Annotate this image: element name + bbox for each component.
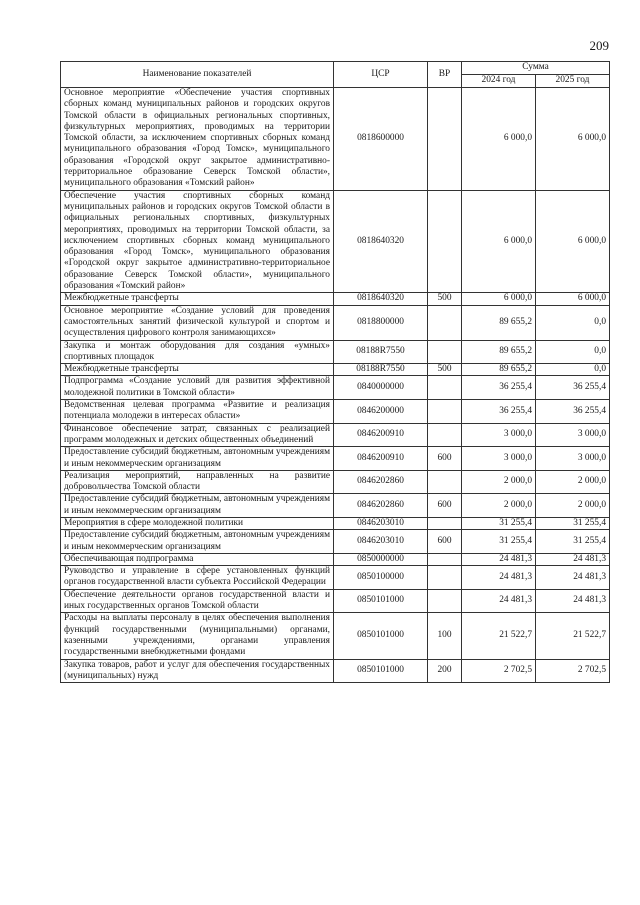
row-vr <box>428 589 462 613</box>
row-amount-2025: 0,0 <box>536 340 610 364</box>
row-vr <box>428 376 462 400</box>
table-row <box>61 589 610 613</box>
row-csr: 08188R7550 <box>334 364 428 376</box>
row-name: Обеспечивающая подпрограмма <box>61 553 334 565</box>
page-number: 209 <box>589 38 609 53</box>
table-row <box>61 566 610 590</box>
row-vr <box>428 305 462 340</box>
row-amount-2025: 6 000,0 <box>536 293 610 305</box>
row-vr: 100 <box>428 613 462 659</box>
header-csr: ЦСР <box>334 62 428 88</box>
row-amount-2024: 24 481,3 <box>462 566 536 590</box>
row-csr: 0818640320 <box>334 190 428 293</box>
row-name: Финансовое обеспечение затрат, связанных с реализацией программ молодежных и детских общественных объединений <box>61 423 334 447</box>
row-amount-2025: 6 000,0 <box>536 190 610 293</box>
row-name: Закупка товаров, работ и услуг для обеспечения государственных (муниципальных) нужд <box>61 659 334 683</box>
row-csr: 0846202860 <box>334 470 428 494</box>
row-name: Расходы на выплаты персоналу в целях обеспечения выполнения функций государственными (муниципальными) органами, казенными учреждениями, органами управления государственными внебюджетными фондами <box>61 613 334 659</box>
table-row <box>61 447 610 471</box>
row-vr <box>428 423 462 447</box>
row-amount-2025: 3 000,0 <box>536 447 610 471</box>
header-year-2025: 2025 год <box>536 75 610 88</box>
row-amount-2024: 21 522,7 <box>462 613 536 659</box>
row-vr <box>428 340 462 364</box>
budget-table <box>60 61 610 683</box>
row-csr: 0846203010 <box>334 517 428 529</box>
row-name: Ведомственная целевая программа «Развитие и реализация потенциала молодежи в интересах области» <box>61 400 334 424</box>
row-vr: 600 <box>428 447 462 471</box>
row-amount-2024: 36 255,4 <box>462 376 536 400</box>
row-vr <box>428 470 462 494</box>
row-csr: 0850101000 <box>334 613 428 659</box>
row-amount-2024: 24 481,3 <box>462 553 536 565</box>
row-amount-2024: 89 655,2 <box>462 340 536 364</box>
row-vr <box>428 190 462 293</box>
table-row <box>61 530 610 554</box>
row-amount-2025: 31 255,4 <box>536 517 610 529</box>
row-vr: 200 <box>428 659 462 683</box>
row-name: Предоставление субсидий бюджетным, автономным учреждениям и иным некоммерческим организациям <box>61 530 334 554</box>
row-amount-2025: 2 702,5 <box>536 659 610 683</box>
row-vr: 500 <box>428 364 462 376</box>
row-csr: 0846200910 <box>334 447 428 471</box>
row-vr: 500 <box>428 293 462 305</box>
row-name: Мероприятия в сфере молодежной политики <box>61 517 334 529</box>
row-name: Обеспечение деятельности органов государственной власти и иных государственных органов Томской области <box>61 589 334 613</box>
row-amount-2025: 24 481,3 <box>536 553 610 565</box>
row-amount-2024: 31 255,4 <box>462 517 536 529</box>
row-amount-2024: 2 000,0 <box>462 494 536 518</box>
row-name: Закупка и монтаж оборудования для создания «умных» спортивных площадок <box>61 340 334 364</box>
table-row <box>61 364 610 376</box>
table-row <box>61 305 610 340</box>
row-name: Основное мероприятие «Обеспечение участия спортивных сборных команд муниципальных районов и городских округов Томской области в официальных региональных спортивных, физкультурных мероприятиях, проводимых на территории Томской области, за исключением спортивных сборных команд муниципального образования «Город Томск», муниципального образования «Городской округ закрытое административно-территориальное образование Северск Томской области», муниципального образования «Томский район» <box>61 88 334 191</box>
row-vr <box>428 553 462 565</box>
table-row <box>61 293 610 305</box>
row-csr: 08188R7550 <box>334 340 428 364</box>
row-csr: 0846203010 <box>334 530 428 554</box>
row-name: Межбюджетные трансферты <box>61 364 334 376</box>
row-amount-2024: 2 000,0 <box>462 470 536 494</box>
row-amount-2024: 6 000,0 <box>462 88 536 191</box>
table-row <box>61 553 610 565</box>
row-csr: 0840000000 <box>334 376 428 400</box>
row-vr <box>428 566 462 590</box>
row-vr <box>428 88 462 191</box>
header-vr: ВР <box>428 62 462 88</box>
table-row <box>61 659 610 683</box>
table-row <box>61 423 610 447</box>
row-amount-2024: 89 655,2 <box>462 305 536 340</box>
row-amount-2024: 36 255,4 <box>462 400 536 424</box>
header-year-2024: 2024 год <box>462 75 536 88</box>
row-vr <box>428 517 462 529</box>
row-csr: 0850100000 <box>334 566 428 590</box>
table-row <box>61 470 610 494</box>
row-name: Подпрограмма «Создание условий для развития эффективной молодежной политики в Томской области» <box>61 376 334 400</box>
row-name: Руководство и управление в сфере установленных функций органов государственной власти субъекта Российской Федерации <box>61 566 334 590</box>
row-amount-2025: 36 255,4 <box>536 400 610 424</box>
row-name: Предоставление субсидий бюджетным, автономным учреждениям и иным некоммерческим организациям <box>61 494 334 518</box>
row-amount-2025: 21 522,7 <box>536 613 610 659</box>
table-body <box>61 88 610 683</box>
row-name: Основное мероприятие «Создание условий для проведения самостоятельных занятий физической культурой и спортом и осуществления цифрового контроля занимающихся» <box>61 305 334 340</box>
row-vr: 600 <box>428 494 462 518</box>
row-amount-2025: 0,0 <box>536 364 610 376</box>
row-amount-2025: 2 000,0 <box>536 470 610 494</box>
row-csr: 0850101000 <box>334 589 428 613</box>
row-csr: 0818640320 <box>334 293 428 305</box>
row-amount-2024: 24 481,3 <box>462 589 536 613</box>
row-amount-2025: 3 000,0 <box>536 423 610 447</box>
row-vr: 600 <box>428 530 462 554</box>
table-row <box>61 613 610 659</box>
row-amount-2025: 24 481,3 <box>536 589 610 613</box>
row-csr: 0846202860 <box>334 494 428 518</box>
row-amount-2025: 2 000,0 <box>536 494 610 518</box>
row-amount-2024: 3 000,0 <box>462 423 536 447</box>
table-row <box>61 88 610 191</box>
table-row <box>61 494 610 518</box>
row-amount-2025: 24 481,3 <box>536 566 610 590</box>
row-name: Реализация мероприятий, направленных на развитие добровольчества Томской области <box>61 470 334 494</box>
row-amount-2024: 6 000,0 <box>462 190 536 293</box>
row-amount-2025: 6 000,0 <box>536 88 610 191</box>
row-csr: 0818600000 <box>334 88 428 191</box>
row-amount-2024: 3 000,0 <box>462 447 536 471</box>
header-name: Наименование показателей <box>61 62 334 88</box>
row-name: Обеспечение участия спортивных сборных команд муниципальных районов и городских округов Томской области в официальных региональных спортивных, физкультурных мероприятиях, проводимых на территории Томской области, за исключением спортивных сборных команд муниципального образования «Город Томск», муниципального образования «Городской округ закрытое административно-территориальное образование Северск Томской области», муниципального образования «Томский район» <box>61 190 334 293</box>
table-row <box>61 340 610 364</box>
table-row <box>61 190 610 293</box>
row-amount-2025: 0,0 <box>536 305 610 340</box>
table-row <box>61 517 610 529</box>
header-sum: Сумма <box>462 62 610 75</box>
row-amount-2024: 31 255,4 <box>462 530 536 554</box>
row-csr: 0818800000 <box>334 305 428 340</box>
row-csr: 0850000000 <box>334 553 428 565</box>
row-amount-2024: 6 000,0 <box>462 293 536 305</box>
table-row <box>61 376 610 400</box>
row-amount-2025: 36 255,4 <box>536 376 610 400</box>
row-name: Межбюджетные трансферты <box>61 293 334 305</box>
row-csr: 0846200000 <box>334 400 428 424</box>
row-vr <box>428 400 462 424</box>
row-amount-2024: 89 655,2 <box>462 364 536 376</box>
row-amount-2025: 31 255,4 <box>536 530 610 554</box>
row-csr: 0850101000 <box>334 659 428 683</box>
table-row <box>61 400 610 424</box>
row-name: Предоставление субсидий бюджетным, автономным учреждениям и иным некоммерческим организациям <box>61 447 334 471</box>
row-amount-2024: 2 702,5 <box>462 659 536 683</box>
row-csr: 0846200910 <box>334 423 428 447</box>
